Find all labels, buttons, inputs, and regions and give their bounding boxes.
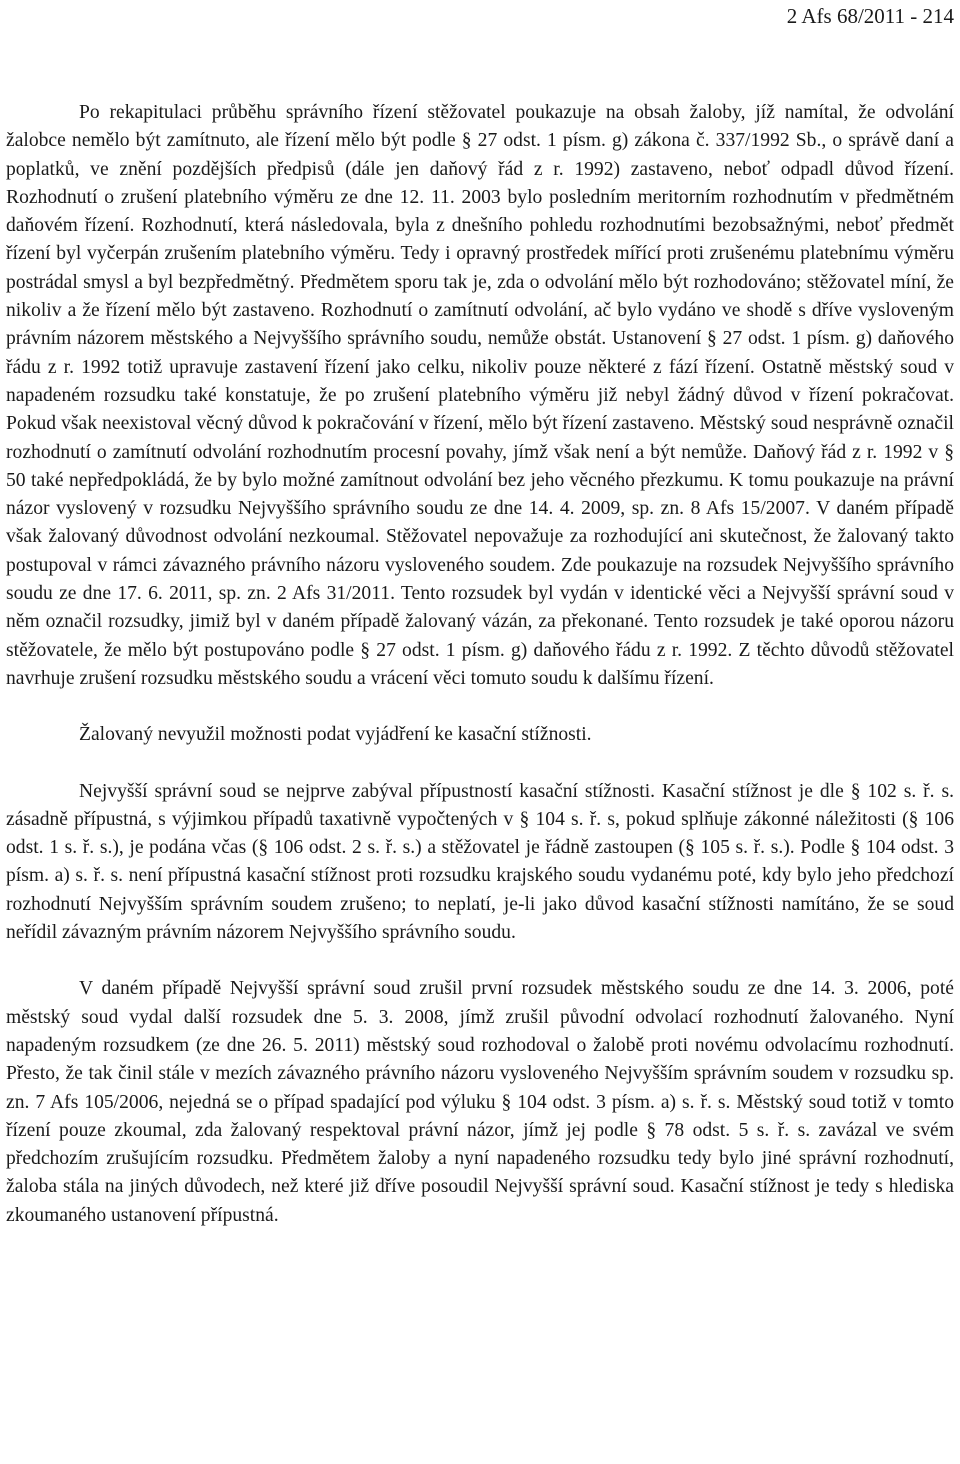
paragraph-respondent-statement: Žalovaný nevyužil možnosti podat vyjádření ke kasační stížnosti. [79, 724, 592, 746]
paragraph-case-history: V daném případě Nejvyšší správní soud zrušil první rozsudek městského soudu ze dne 14. 3. 2006, poté městský soud vydal další rozsudek dne 5. 3. 2008, jímž zrušil původní odvolací rozhodnutí žalovaného. Nyní napadeným rozsudkem (ze dne 26. 5. 2011) městský soud rozhodoval o žalobě proti novému odvolacímu rozhodnutí. Přesto, že tak činil stále v mezích závazného právního názoru vysloveného Nejvyšším správním soudem v rozsudku sp. zn. 7 Afs 105/2006, nejedná se o případ spadající pod výluku § 104 odst. 3 písm. a) s. ř. s. Městský soud totiž v tomto řízení pouze zkoumal, zda žalovaný respektoval právní názor, jímž jej podle § 78 odst. 5 s. ř. s. zavázal ve svém předchozím zrušujícím rozsudku. Předmětem žaloby a nyní napadeného rozsudku tedy bylo jiné správní rozhodnutí, žaloba stála na jiných důvodech, než které již dříve posoudil Nejvyšší správní soud. Kasační stížnost je tedy s hlediska zkoumaného ustanovení přípustná. [6, 978, 954, 1226]
document-body [6, 99, 954, 1230]
paragraph-complaint-summary: Po rekapitulaci průběhu správního řízení stěžovatel poukazuje na obsah žaloby, jíž namítal, že odvolání žalobce nemělo být zamítnuto, ale řízení mělo být podle § 27 odst. 1 písm. g) zákona č. 337/1992 Sb., o správě daní a poplatků, ve znění pozdějších předpisů (dále jen daňový řád z r. 1992) zastaveno, neboť odpadl důvod řízení. Rozhodnutí o zrušení platebního výměru ze dne 12. 11. 2003 bylo posledním meritorním rozhodnutím v předmětném daňovém řízení. Rozhodnutí, která následovala, byla z dnešního pohledu rozhodnutími bezobsažnými, neboť předmět řízení byl vyčerpán zrušením platebního výměru. Tedy i opravný prostředek mířící proti zrušenému platebnímu výměru postrádal smysl a byl bezpředmětný. Předmětem sporu tak je, zda o odvolání mělo být rozhodováno; stěžovatel míní, že nikoliv a že řízení mělo být zastaveno. Rozhodnutí o zamítnutí odvolání, ač bylo vydáno ve shodě s dříve vysloveným právním názorem městského a Nejvyššího správního soudu, nemůže obstát. Ustanovení § 27 odst. 1 písm. g) daňového řádu z r. 1992 totiž upravuje zastavení řízení jako celku, nikoliv pouze některé z fází řízení. Ostatně městský soud v napadeném rozsudku také konstatuje, že po zrušení platebního výměru již nebyl žádný důvod v řízení pokračovat. Pokud však neexistoval věcný důvod k pokračování v řízení, mělo být řízení zastaveno. Městský soud nesprávně označil rozhodnutí o zamítnutí odvolání rozhodnutím procesní povahy, jímž však není a být nemůže. Daňový řád z r. 1992 v § 50 také nepředpokládá, že by bylo možné zamítnout odvolání bez jeho věcného přezkumu. K tomu poukazuje na právní názor vyslovený v rozsudku Nejvyššího správního soudu ze dne 14. 4. 2009, sp. zn. 8 Afs 15/2007. V daném případě však žalovaný důvodnost odvolání nezkoumal. Stěžovatel nepovažuje za rozhodující ani skutečnost, že žalovaný takto postupoval v rámci závazného právního názoru vysloveného soudem. Zde poukazuje na rozsudek Nejvyššího správního soudu ze dne 17. 6. 2011, sp. zn. 2 Afs 31/2011. Tento rozsudek byl vydán v identické věci a Nejvyšší správní soud v něm označil rozsudky, jimiž byl v daném případě žalovaný vázán, za překonané. Tento rozsudek je také oporou názoru stěžovatele, že mělo být postupováno podle § 27 odst. 1 písm. g) daňového řádu z r. 1992. Z těchto důvodů stěžovatel navrhuje zrušení rozsudku městského soudu a vrácení věci tomuto soudu k dalšímu řízení. [6, 102, 954, 689]
paragraph-admissibility: Nejvyšší správní soud se nejprve zabýval přípustností kasační stížnosti. Kasační stížnost je dle § 102 s. ř. s. zásadně přípustná, s výjimkou případů taxativně vypočtených v § 104 s. ř. s, pokud splňuje zákonné náležitosti (§ 106 odst. 1 s. ř. s.), je podána včas (§ 106 odst. 2 s. ř. s.) a stěžovatel je řádně zastoupen (§ 105 s. ř. s.). Podle § 104 odst. 3 písm. a) s. ř. s. není přípustná kasační stížnost proti rozsudku krajského soudu vydanému poté, kdy bylo jeho předchozí rozhodnutí Nejvyšším správním soudem zrušeno; to neplatí, je-li jako důvod kasační stížnosti namítáno, že se soud neřídil závazným právním názorem Nejvyššího správního soudu. [6, 780, 954, 944]
case-number-header: 2 Afs 68/2011 - 214 [786, 4, 954, 28]
